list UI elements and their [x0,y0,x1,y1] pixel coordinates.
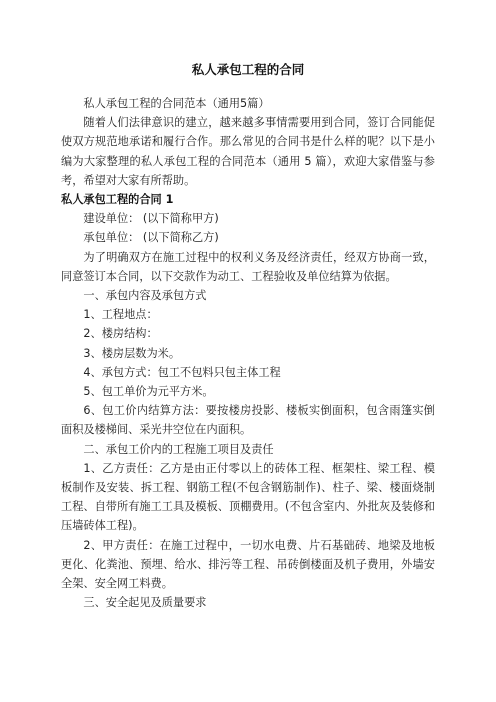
party-b-line: 承包单位： (以下简称乙方) [83,231,219,245]
section-1-item-3: 3、楼房层数为米。 [83,346,181,360]
section-3-heading: 三、安全起见及质量要求 [83,596,207,610]
purpose-paragraph: 为了明确双方在施工过程中的权利义务及经济责任，经双方协商一致，同意签订本合同，以下交款作为动工、工程验收及单位结算为依据。 [61,250,435,283]
section-2-heading: 二、承包工价内的工程施工项目及责任 [83,442,274,456]
section-2-item-2: 2、甲方责任：在施工过程中，一切水电费、片石基础砖、地梁及地板更化、化粪池、预埋、给水、排污等工程、吊砖倒楼面及机子费用，外墙安全架、安全网工料费。 [61,538,435,591]
section-1-heading: 一、承包内容及承包方式 [83,289,207,303]
section-1-item-4: 4、承包方式：包工不包料只包主体工程 [83,365,281,379]
contract-1-heading: 私人承包工程的合同 1 [61,193,174,207]
intro-paragraph: 随着人们法律意识的建立，越来越多事情需要用到合同，签订合同能促使双方规范地承诺和履行合作。那么常见的合同书是什么样的呢？以下是小编为大家整理的私人承包工程的合同范本（通用 5 篇），欢迎大家借鉴与参考，希望对大家有所帮助。 [61,116,435,187]
subtitle: 私人承包工程的合同范本（通用5篇） [83,97,270,110]
section-1-item-1: 1、工程地点： [83,308,158,322]
section-1-item-6: 6、包工价内结算方法：要按楼房投影、楼板实倒面积，包含雨篷实倒面积及楼梯间、采光井空位在内面积。 [61,404,435,437]
section-2-item-1: 1、乙方责任：乙方是由正付零以上的砖体工程、框架柱、梁工程、模板制作及安装、拆工程、钢筋工程(不包含钢筋制作)、柱子、梁、楼面烧制工程、自带所有施工工具及模板、顶棚费用。(不包含室内、外批灰及装修和压墙砖体工程)。 [61,461,435,533]
section-1-item-2: 2、楼房结构： [83,327,158,341]
party-a-line: 建设单位： (以下简称甲方) [83,212,219,226]
section-1-item-5: 5、包工单价为元平方米。 [83,385,214,399]
document-title: 私人承包工程的合同 [191,62,305,77]
